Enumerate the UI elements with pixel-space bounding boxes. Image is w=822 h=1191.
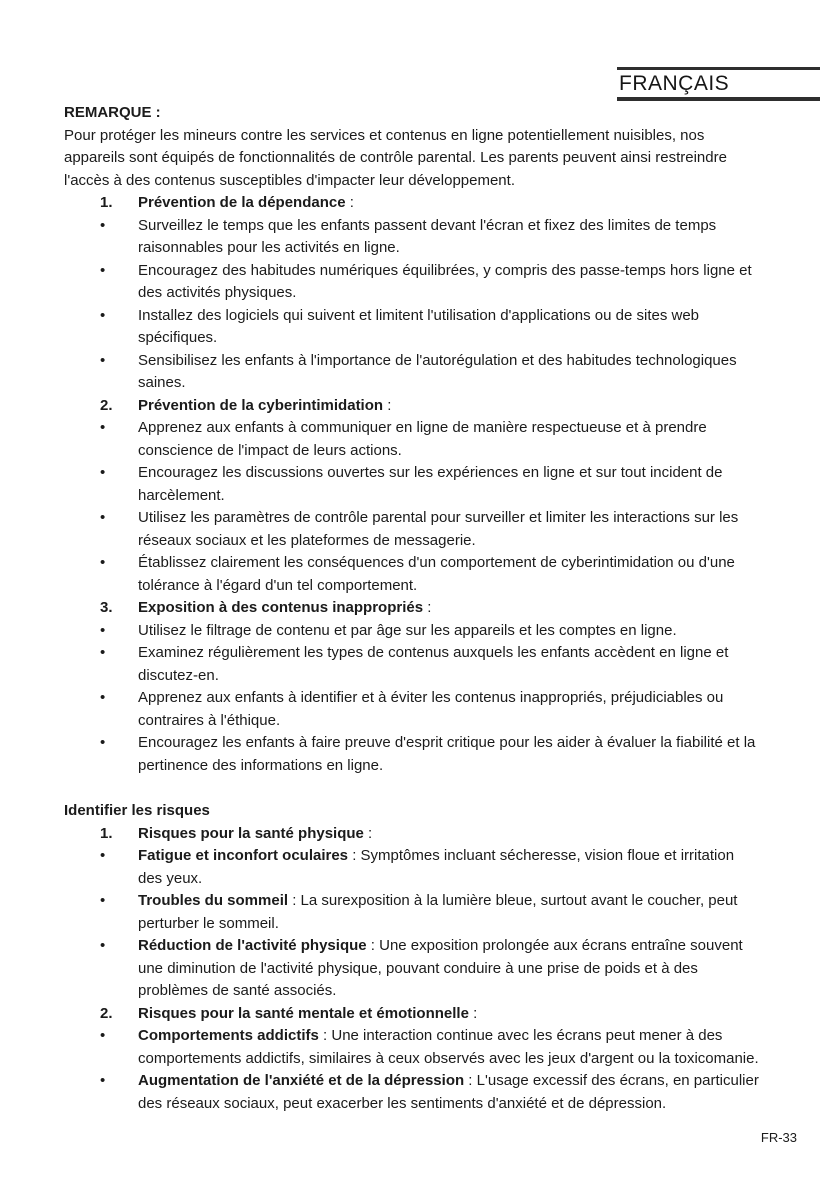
list-item bbox=[64, 687, 762, 732]
item-bold-text: Risques pour la santé mentale et émotionnelle bbox=[138, 1004, 469, 1022]
bullet-marker: • bbox=[100, 554, 106, 571]
item-rest-text: : La surexposition à la lumière bleue, surtout avant le coucher, peut perturber le sommeil. bbox=[138, 892, 738, 932]
list-item-text bbox=[138, 597, 762, 620]
item-bold-text: Fatigue et inconfort oculaires bbox=[138, 847, 349, 864]
list-item bbox=[64, 732, 762, 777]
bullet-marker: • bbox=[100, 419, 106, 436]
item-rest-text: Établissez clairement les conséquences d'un comportement de cyberintimidation ou d'une tolérance à l'égard d'un tel comportement. bbox=[138, 554, 735, 594]
item-rest-text: Surveillez le temps que les enfants passent devant l'écran et fixez des limites de temps raisonnables pour les activités en ligne. bbox=[138, 216, 717, 256]
bullet-marker: • bbox=[100, 261, 106, 279]
item-rest-text: : bbox=[468, 1004, 478, 1022]
item-rest-text: : Une exposition prolongée aux écrans entraîne souvent une diminution de l'activité physique, pouvant conduire à une prise de poids et à des problèmes de santé associés. bbox=[138, 937, 743, 999]
list-item bbox=[64, 305, 762, 350]
list-item-text bbox=[138, 507, 762, 552]
item-rest-text: Encouragez les enfants à faire preuve d'esprit critique pour les aider à évaluer la fiabilité et la pertinence des informations en ligne. bbox=[138, 734, 756, 774]
list-item-text bbox=[138, 1070, 762, 1115]
list-item-text bbox=[138, 845, 762, 890]
list-item-text bbox=[138, 552, 762, 597]
list-item-text bbox=[138, 462, 762, 507]
page-content bbox=[0, 102, 822, 1115]
list-item-text bbox=[138, 1003, 762, 1026]
item-rest-text: : bbox=[363, 824, 373, 842]
list-item-text bbox=[138, 1025, 762, 1070]
item-bold-text: Troubles du sommeil bbox=[138, 892, 289, 909]
list-item bbox=[64, 552, 762, 597]
list-item-text bbox=[138, 732, 762, 777]
bullet-marker: • bbox=[100, 351, 106, 369]
list-item-text bbox=[138, 260, 762, 305]
list-item-text bbox=[138, 192, 762, 215]
bullet-marker: • bbox=[100, 892, 106, 909]
list-item bbox=[64, 597, 762, 620]
bullet-marker: • bbox=[100, 306, 106, 324]
list-item bbox=[64, 823, 762, 846]
list-marker: 3. bbox=[100, 599, 113, 616]
risks-section-title: Identifier les risques bbox=[64, 802, 210, 819]
list-item bbox=[64, 260, 762, 305]
list-item-text bbox=[138, 215, 762, 260]
note-title: REMARQUE : bbox=[64, 104, 161, 121]
bullet-marker: • bbox=[100, 937, 106, 954]
bullet-marker: • bbox=[100, 734, 106, 751]
item-rest-text: Apprenez aux enfants à identifier et à éviter les contenus inappropriés, préjudiciables ou contraires à l'éthique. bbox=[138, 689, 724, 729]
page-number: FR-33 bbox=[760, 1129, 797, 1145]
list-item-text bbox=[138, 687, 762, 732]
list-item bbox=[64, 845, 762, 890]
list-item bbox=[64, 1003, 762, 1026]
item-bold-text: Prévention de la cyberintimidation bbox=[138, 396, 384, 414]
list-item bbox=[64, 642, 762, 687]
item-rest-text: Utilisez les paramètres de contrôle parental pour surveiller et limiter les interactions sur les réseaux sociaux et les plateformes de messagerie. bbox=[138, 509, 739, 549]
bullet-marker: • bbox=[100, 464, 106, 481]
item-rest-text: : L'usage excessif des écrans, en particulier des réseaux sociaux, peut exacerber les sentiments d'anxiété et de dépression. bbox=[138, 1072, 759, 1112]
item-rest-text: Examinez régulièrement les types de contenus auxquels les enfants accèdent en ligne et discutez-en. bbox=[138, 644, 729, 684]
list-item bbox=[64, 507, 762, 552]
risks-list bbox=[64, 823, 762, 1116]
item-rest-text: Apprenez aux enfants à communiquer en ligne de manière respectueuse et à prendre conscience de l'impact de leurs actions. bbox=[138, 419, 707, 459]
list-item bbox=[64, 935, 762, 1003]
bullet-marker: • bbox=[100, 509, 106, 526]
list-item bbox=[64, 620, 762, 643]
list-item bbox=[64, 417, 762, 462]
item-bold-text: Comportements addictifs bbox=[138, 1027, 319, 1044]
language-banner bbox=[617, 67, 820, 101]
list-marker: 2. bbox=[100, 1004, 113, 1022]
language-label: FRANÇAIS bbox=[619, 72, 730, 95]
list-item bbox=[64, 395, 762, 418]
bullet-marker: • bbox=[100, 847, 106, 864]
section-gap bbox=[64, 777, 762, 800]
bullet-marker: • bbox=[100, 621, 106, 639]
item-rest-text: Utilisez le filtrage de contenu et par âge sur les appareils et les comptes en ligne. bbox=[138, 621, 677, 639]
bullet-marker: • bbox=[100, 1072, 106, 1089]
item-rest-text: Sensibilisez les enfants à l'importance de l'autorégulation et des habitudes technologiques saines. bbox=[138, 351, 737, 391]
item-rest-text: : bbox=[383, 396, 392, 414]
item-rest-text: : Une interaction continue avec les écrans peut mener à des comportements addictifs, similaires à ceux observés avec les jeux d'argent ou la toxicomanie. bbox=[138, 1027, 759, 1067]
item-bold-text: Augmentation de l'anxiété et de la dépression bbox=[138, 1072, 465, 1089]
list-item bbox=[64, 192, 762, 215]
item-rest-text: : Symptômes incluant sécheresse, vision floue et irritation des yeux. bbox=[138, 847, 735, 887]
list-item bbox=[64, 462, 762, 507]
list-item bbox=[64, 1025, 762, 1070]
list-item-text bbox=[138, 350, 762, 395]
list-item-text bbox=[138, 823, 762, 846]
parental-control-list bbox=[64, 192, 762, 777]
bullet-marker: • bbox=[100, 644, 106, 661]
item-rest-text: : bbox=[345, 194, 354, 211]
item-bold-text: Prévention de la dépendance bbox=[138, 194, 346, 211]
item-bold-text: Exposition à des contenus inappropriés bbox=[138, 599, 424, 616]
list-marker: 2. bbox=[100, 396, 113, 414]
list-item bbox=[64, 890, 762, 935]
list-item bbox=[64, 350, 762, 395]
list-marker: 1. bbox=[100, 194, 113, 211]
bullet-marker: • bbox=[100, 1027, 106, 1044]
note-intro-paragraph: Pour protéger les mineurs contre les services et contenus en ligne potentiellement nuisibles, nos appareils sont équipés de fonctionnalités de contrôle parental. Les parents peuvent ainsi restreindre l'accès à des contenus susceptibles d'impacter leur développement. bbox=[64, 126, 727, 189]
list-marker: 1. bbox=[100, 824, 113, 842]
list-item-text bbox=[138, 935, 762, 1003]
item-bold-text: Risques pour la santé physique bbox=[138, 824, 364, 842]
list-item-text bbox=[138, 642, 762, 687]
list-item-text bbox=[138, 620, 762, 643]
bullet-marker: • bbox=[100, 689, 106, 706]
list-item-text bbox=[138, 417, 762, 462]
item-rest-text: Encouragez les discussions ouvertes sur les expériences en ligne et sur tout incident de harcèlement. bbox=[138, 464, 723, 504]
bullet-marker: • bbox=[100, 216, 106, 234]
list-item bbox=[64, 215, 762, 260]
item-rest-text: : bbox=[423, 599, 432, 616]
list-item-text bbox=[138, 305, 762, 350]
list-item bbox=[64, 1070, 762, 1115]
list-item-text bbox=[138, 890, 762, 935]
item-rest-text: Installez des logiciels qui suivent et limitent l'utilisation d'applications ou de sites web spécifiques. bbox=[138, 306, 700, 346]
list-item-text bbox=[138, 395, 762, 418]
item-bold-text: Réduction de l'activité physique bbox=[138, 937, 367, 954]
item-rest-text: Encouragez des habitudes numériques équilibrées, y compris des passe-temps hors ligne et des activités physiques. bbox=[138, 261, 752, 301]
